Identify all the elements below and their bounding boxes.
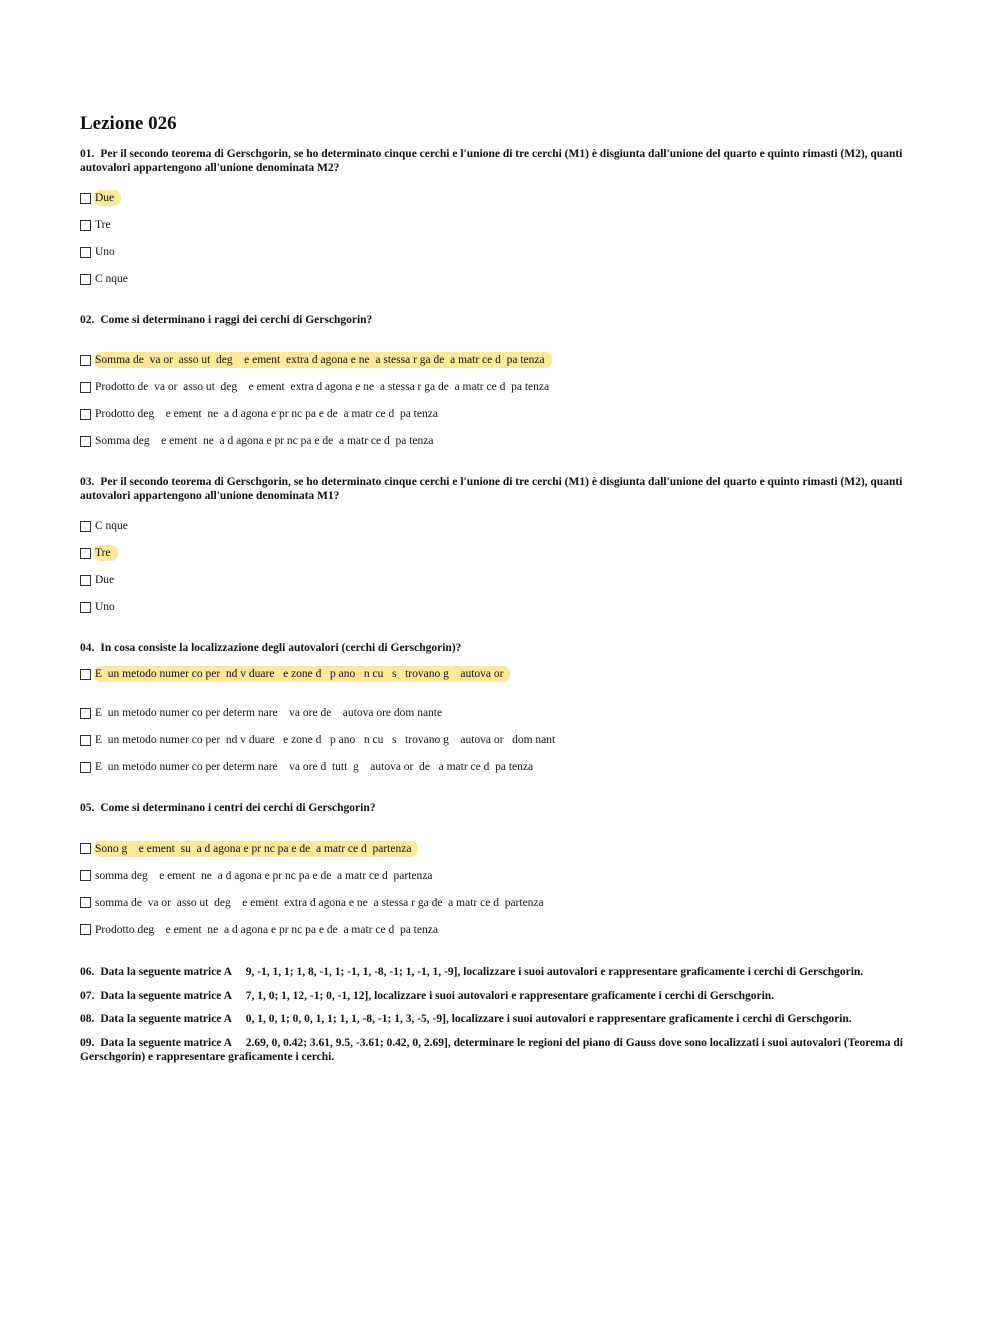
checkbox[interactable] [80, 548, 91, 559]
answer-option[interactable] [80, 700, 930, 727]
question-number: 04. [80, 641, 95, 654]
option-label: C nque [95, 520, 128, 533]
option-label: E un metodo numer co per nd v duare e zone d p ano n cu s trovano g autova or [94, 666, 510, 682]
page-title: Lezione 026 [80, 113, 177, 134]
answer-options [80, 347, 930, 455]
question-number: 07. [80, 989, 95, 1002]
option-label: Due [94, 190, 121, 206]
question-03 [80, 475, 930, 621]
answer-option-correct[interactable] [80, 661, 930, 688]
option-label: somma deg e ement ne a d agona e pr nc pa e de a matr ce d partenza [95, 869, 433, 882]
checkbox[interactable] [80, 193, 91, 204]
option-label: Prodotto de va or asso ut deg e ement extra d agona e ne a stessa r ga de a matr ce d pa tenza [95, 381, 550, 394]
checkbox[interactable] [80, 382, 91, 393]
question-body: Come si determinano i raggi dei cerchi di Gerschgorin? [100, 313, 373, 326]
checkbox[interactable] [80, 870, 91, 881]
checkbox[interactable] [80, 708, 91, 719]
question-body: Per il secondo teorema di Gerschgorin, se ho determinato cinque cerchi e l'unione di tre cerchi (M1) è disgiunta dall'unione del quarto e quinto rimasti (M2), quanti autovalori appartengono all'unione denominata M2? [80, 147, 903, 174]
question-text [80, 989, 930, 1003]
checkbox[interactable] [80, 843, 91, 854]
question-body: In cosa consiste la localizzazione degli autovalori (cerchi di Gerschgorin)? [100, 641, 462, 654]
open-question-07 [80, 989, 930, 1003]
option-label: E un metodo numer co per determ nare va ore d tutt g autova or de a matr ce d pa tenza [95, 761, 534, 774]
checkbox[interactable] [80, 924, 91, 935]
answer-option[interactable] [80, 212, 930, 239]
question-text [80, 313, 930, 327]
answer-option[interactable] [80, 567, 930, 594]
checkbox[interactable] [80, 575, 91, 586]
question-02 [80, 313, 930, 455]
question-04 [80, 641, 930, 781]
question-body: Data la seguente matrice A 0, 1, 0, 1; 0, 0, 1, 1; 1, 1, -8, -1; 1, 3, -5, -9], localizzare i suoi autovalori e rappresentare graficamente i cerchi di Gerschgorin. [100, 1013, 852, 1026]
checkbox[interactable] [80, 409, 91, 420]
question-body: Data la seguente matrice A 2.69, 0, 0.42; 3.61, 9.5, -3.61; 0.42, 0, 2.69], determinare le regioni del piano di Gauss dove sono localizzati i suoi autovalori (Teorema di Gerschgorin) e rappresentare graficamente i cerchi. [80, 1036, 906, 1063]
answer-option[interactable] [80, 862, 930, 889]
checkbox[interactable] [80, 274, 91, 285]
checkbox[interactable] [80, 436, 91, 447]
question-05 [80, 801, 930, 943]
checkbox[interactable] [80, 220, 91, 231]
option-label: Somma de va or asso ut deg e ement extra d agona e ne a stessa r ga de a matr ce d pa tenza [94, 352, 552, 368]
open-question-08 [80, 1012, 930, 1026]
question-number: 08. [80, 1013, 95, 1026]
question-body: Per il secondo teorema di Gerschgorin, se ho determinato cinque cerchi e l'unione di tre cerchi (M1) è disgiunta dall'unione del quarto e quinto rimasti (M2), quanti autovalori appartengono all'unione denominata M1? [80, 475, 903, 502]
checkbox[interactable] [80, 247, 91, 258]
answer-options [80, 835, 930, 943]
answer-option[interactable] [80, 266, 930, 293]
option-label: C nque [95, 273, 128, 286]
checkbox[interactable] [80, 762, 91, 773]
option-label: Due [95, 574, 115, 587]
question-body: Data la seguente matrice A 7, 1, 0; 1, 12, -1; 0, -1, 12], localizzare i suoi autovalori e rappresentare graficamente i cerchi di Gerschgorin. [100, 989, 775, 1002]
answer-option[interactable] [80, 374, 930, 401]
answer-option[interactable] [80, 727, 930, 754]
question-number: 06. [80, 966, 95, 978]
question-body: Come si determinano i centri dei cerchi di Gerschgorin? [100, 801, 376, 814]
question-number: 01. [80, 147, 95, 160]
option-label: Somma deg e ement ne a d agona e pr nc pa e de a matr ce d pa tenza [95, 435, 434, 448]
question-number: 02. [80, 313, 95, 326]
answer-option[interactable] [80, 239, 930, 266]
checkbox[interactable] [80, 355, 91, 366]
checkbox[interactable] [80, 735, 91, 746]
checkbox[interactable] [80, 521, 91, 532]
option-label: Uno [95, 246, 115, 259]
option-label: E un metodo numer co per determ nare va ore de autova ore dom nante [95, 707, 443, 720]
question-text [80, 965, 930, 979]
answer-option-correct[interactable] [80, 347, 930, 374]
question-01 [80, 147, 930, 293]
open-question-09 [80, 1036, 930, 1064]
question-number: 05. [80, 801, 95, 814]
option-label: Sono g e ement su a d agona e pr nc pa e de a matr ce d partenza [94, 841, 418, 857]
question-text [80, 1036, 930, 1064]
checkbox[interactable] [80, 897, 91, 908]
answer-option[interactable] [80, 513, 930, 540]
answer-option-correct[interactable] [80, 835, 930, 862]
question-number: 09. [80, 1036, 95, 1049]
open-question-06 [80, 965, 930, 979]
answer-option[interactable] [80, 916, 930, 943]
answer-option[interactable] [80, 889, 930, 916]
question-text [80, 801, 930, 815]
answer-options [80, 185, 930, 293]
option-label: Prodotto deg e ement ne a d agona e pr nc pa e de a matr ce d pa tenza [95, 408, 438, 421]
option-label: somma de va or asso ut deg e ement extra d agona e ne a stessa r ga de a matr ce d partenza [95, 896, 544, 909]
question-text [80, 1012, 930, 1026]
option-label: Tre [94, 545, 118, 561]
question-text [80, 147, 930, 175]
answer-options [80, 661, 930, 781]
answer-options [80, 513, 930, 621]
question-body: Data la seguente matrice A 9, -1, 1, 1; 1, 8, -1, 1; -1, 1, -8, -1; 1, -1, 1, -9], localizzare i suoi autovalori e rappresentare graficamente i cerchi di Gerschgorin. [100, 966, 864, 978]
answer-option[interactable] [80, 428, 930, 455]
option-label: Uno [95, 601, 115, 614]
option-label: Tre [95, 219, 111, 232]
option-label: E un metodo numer co per nd v duare e zone d p ano n cu s trovano g autova or dom nant [95, 734, 556, 747]
answer-option[interactable] [80, 754, 930, 781]
document-page [80, 114, 930, 1075]
checkbox[interactable] [80, 669, 91, 680]
answer-option-correct[interactable] [80, 185, 930, 212]
checkbox[interactable] [80, 602, 91, 613]
question-text [80, 641, 930, 655]
answer-option[interactable] [80, 401, 930, 428]
question-number: 03. [80, 475, 95, 488]
option-label: Prodotto deg e ement ne a d agona e pr nc pa e de a matr ce d pa tenza [95, 923, 438, 936]
question-text [80, 475, 930, 503]
answer-option-correct[interactable] [80, 540, 930, 567]
answer-option[interactable] [80, 594, 930, 621]
